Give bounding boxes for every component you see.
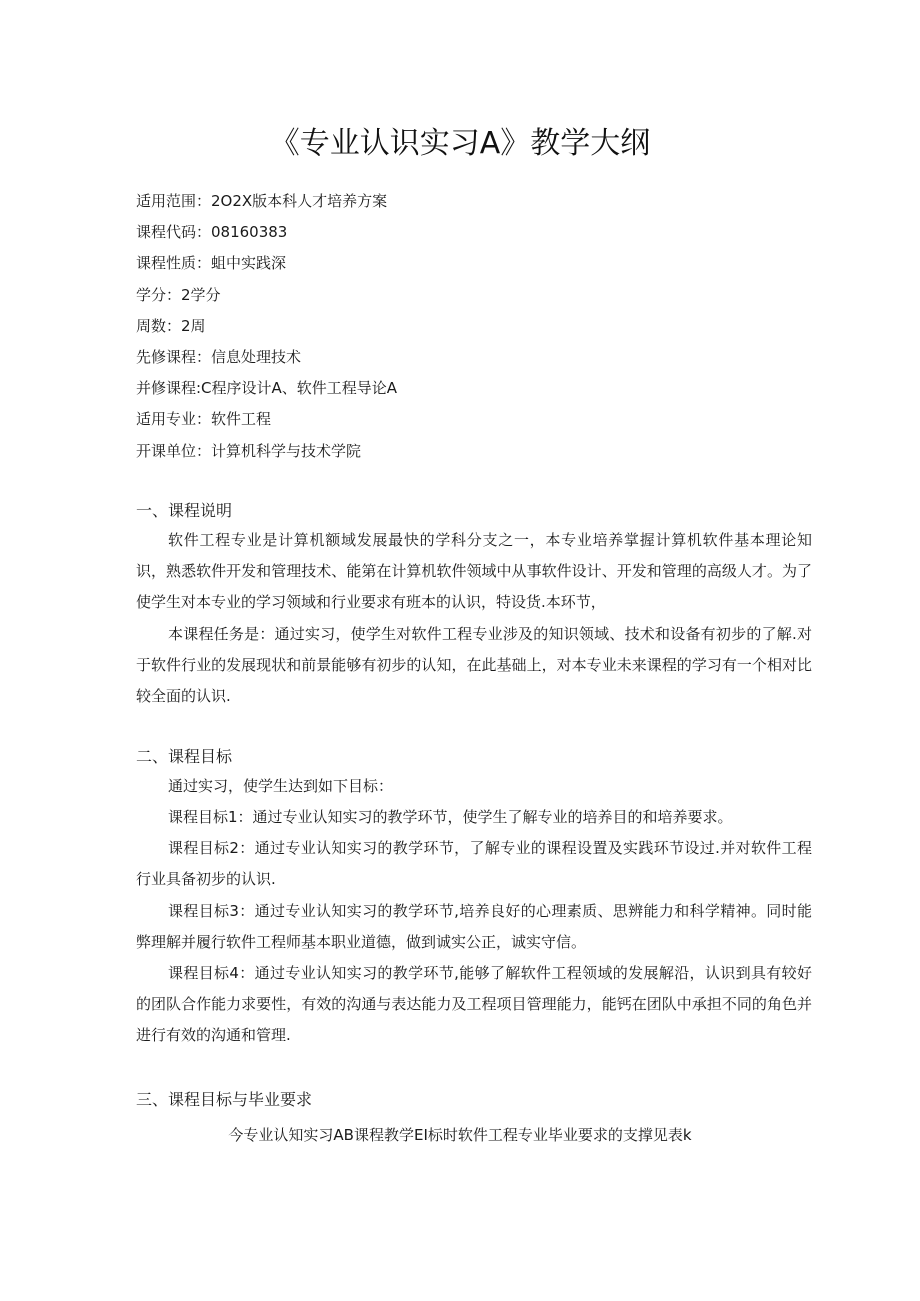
objective-1: 课程目标1：通过专业认知实习的教学环节，使学生了解专业的培养目的和培养要求。 [168, 808, 733, 826]
table-reference-line: 今专业认知实习AB课程教学EI标时软件工程专业毕业要求的支撑见表k [228, 1126, 692, 1144]
objective-4: 课程目标4：通过专业认知实习的教学环节,能够了解软件工程领域的发展解沿，认识到具有较好的团队合作能力求要性，有效的沟通与表达能力及工程项目管理能力，能钙在团队中承担不同的角色并进行有效的沟通和管理. [136, 964, 812, 1045]
section-heading-course-objectives: 二、课程目标 [136, 747, 233, 766]
section-heading-objectives-vs-graduation: 三、课程目标与毕业要求 [136, 1090, 313, 1109]
objective-3: 课程目标3：通过专业认知实习的教学环节,培养良好的心理素质、思辨能力和科学精神。同时能弊理解并履行软件工程师基本职业道德，做到诚实公正，诚实守信。 [136, 902, 812, 952]
course-nature-line: 课程性质：蛆中实践深 [136, 254, 287, 273]
prerequisite-line: 先修课程：信息处理技术 [136, 347, 302, 366]
objective-2: 课程目标2：通过专业认知实习的教学环节，了解专业的课程设置及实践环节设过.并对软件工程行业具备初步的认识. [136, 839, 812, 889]
corequisite-line: 并修课程:C程序设计A、软件工程导论A [136, 379, 398, 398]
section-heading-course-description: 一、课程说明 [136, 501, 233, 520]
credits-line: 学分：2学分 [136, 285, 221, 304]
course-info-block [136, 186, 397, 467]
weeks-line: 周数：2周 [136, 316, 206, 335]
objectives-intro: 通过实习，使学生达到如下目标： [168, 777, 394, 795]
course-description-paragraph-2: 本课程任务是：通过实习，使学生对软件工程专业涉及的知识领域、技术和设备有初步的了解.对于软件行业的发展现状和前景能够有初步的认知，在此基础上，对本专业未来课程的学习有一个相对比较全面的认识. [136, 625, 812, 706]
document-title: 《专业认识实习A》教学大纲 [269, 126, 651, 161]
course-code-line: 课程代码：08160383 [136, 223, 288, 242]
course-description-paragraph-1: 软件工程专业是计算机额域发展最快的学科分支之一，本专业培养掌握计算机软件基本理论知识，熟悉软件开发和管理技术、能第在计算机软件领域中从事软件设计、开发和管理的高级人才。为了使学生对本专业的学习领域和行业要求有班本的认识，特设货.本环节， [136, 531, 812, 612]
major-line: 适用专业：软件工程 [136, 410, 272, 429]
department-line: 开课单位：计算机科学与技术学院 [136, 441, 362, 460]
scope-line: 适用范围：2O2X版本科人才培养方案 [136, 192, 388, 210]
